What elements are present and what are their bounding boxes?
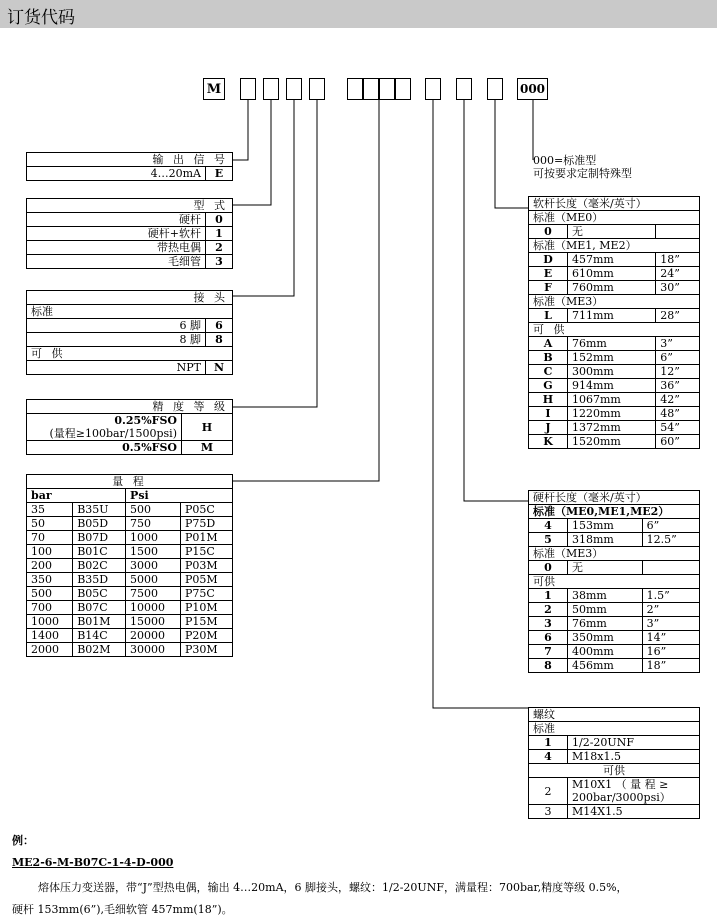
connector-row-code: 8 <box>206 333 233 347</box>
table-cell: 760mm <box>568 281 656 295</box>
type-row-label: 硬杆 <box>27 213 206 227</box>
table-cell: 711mm <box>568 309 656 323</box>
table-cell: 14” <box>642 631 699 645</box>
thread-row-code: 3 <box>529 805 568 819</box>
thread-avail: 可供 <box>529 764 700 778</box>
table-cell <box>642 561 699 575</box>
table-row <box>529 659 700 673</box>
table-cell: 48” <box>656 407 700 421</box>
table-cell: P01M <box>180 531 232 545</box>
thread-row-code: 4 <box>529 750 568 764</box>
table-cell: 8 <box>529 659 568 673</box>
table-cell: 456mm <box>568 659 643 673</box>
table-cell: 1067mm <box>568 393 656 407</box>
legend-000: 000=标准型 可按要求定制特殊型 <box>533 154 632 180</box>
table-row <box>27 615 233 629</box>
table-cell: B35U <box>73 503 126 517</box>
table-cell: P10M <box>180 601 232 615</box>
thread-std: 标准 <box>529 722 700 736</box>
example-label: 例： <box>12 834 34 847</box>
soft-rod-table <box>528 196 700 449</box>
table-row <box>529 533 700 547</box>
table-cell: 18” <box>656 253 700 267</box>
table-cell: P15C <box>180 545 232 559</box>
output-signal-header: 输 出 信 号 <box>27 153 233 167</box>
table-row <box>529 281 700 295</box>
table-cell: 3” <box>642 617 699 631</box>
table-cell: 750 <box>126 517 181 531</box>
table-row <box>529 603 700 617</box>
thread-row-value: 1/2-20UNF <box>568 736 700 750</box>
connector-row-code: N <box>206 361 233 375</box>
table-cell: 3000 <box>126 559 181 573</box>
table-cell: I <box>529 407 568 421</box>
table-cell: P75D <box>180 517 232 531</box>
table-cell: 153mm <box>568 519 643 533</box>
table-cell: 16” <box>642 645 699 659</box>
table-cell: 1220mm <box>568 407 656 421</box>
rigid-rod-header: 硬杆长度（毫米/英寸） <box>529 491 700 505</box>
table-row <box>529 337 700 351</box>
table-cell: 4 <box>529 519 568 533</box>
table-cell: B05D <box>73 517 126 531</box>
table-cell: 300mm <box>568 365 656 379</box>
table-cell: B01C <box>73 545 126 559</box>
table-cell: P05C <box>180 503 232 517</box>
table-cell: B05C <box>73 587 126 601</box>
soft-rod-header: 软杆长度（毫米/英寸） <box>529 197 700 211</box>
table-cell: L <box>529 309 568 323</box>
connector-row-label: NPT <box>27 361 206 375</box>
table-cell: 1.5” <box>642 589 699 603</box>
example-line1: 熔体压力变送器，带“J”型热电偶，输出 4…20mA，6 脚接头，螺纹：1/2-20UNF，满量程：700bar,精度等级 0.5%， <box>38 881 628 894</box>
table-row <box>529 393 700 407</box>
table-cell: 610mm <box>568 267 656 281</box>
type-row-code: 0 <box>206 213 233 227</box>
table-cell: 15000 <box>126 615 181 629</box>
table-cell: B07D <box>73 531 126 545</box>
table-cell: 60” <box>656 435 700 449</box>
rigid-rod-std2: 标准（ME3） <box>529 547 700 561</box>
table-cell: 1372mm <box>568 421 656 435</box>
range-col-bar: bar <box>27 489 126 503</box>
table-row <box>529 407 700 421</box>
table-cell: P03M <box>180 559 232 573</box>
table-row <box>529 519 700 533</box>
table-row <box>529 267 700 281</box>
table-row <box>529 631 700 645</box>
rigid-rod-table <box>528 490 700 673</box>
output-signal-code: E <box>206 167 233 181</box>
table-cell: 30000 <box>126 643 181 657</box>
type-row-label: 硬杆+软杆 <box>27 227 206 241</box>
table-row <box>529 645 700 659</box>
connector-standard-label: 标准 <box>27 305 233 319</box>
table-cell: 3” <box>656 337 700 351</box>
table-cell: 350mm <box>568 631 643 645</box>
soft-rod-std3: 标准（ME3） <box>529 295 700 309</box>
table-cell: B14C <box>73 629 126 643</box>
table-cell: 7 <box>529 645 568 659</box>
accuracy-row-code: H <box>182 414 233 441</box>
table-cell: 5 <box>529 533 568 547</box>
table-cell: A <box>529 337 568 351</box>
table-cell: 1400 <box>27 629 73 643</box>
table-cell: 6 <box>529 631 568 645</box>
range-table <box>26 474 233 657</box>
range-col-psi: Psi <box>126 489 233 503</box>
table-cell: 1000 <box>126 531 181 545</box>
table-cell: B01M <box>73 615 126 629</box>
table-row <box>529 351 700 365</box>
connector-available-label: 可 供 <box>27 347 233 361</box>
table-row <box>27 573 233 587</box>
table-cell: 100 <box>27 545 73 559</box>
table-cell: P20M <box>180 629 232 643</box>
table-cell: 50mm <box>568 603 643 617</box>
table-cell: 42” <box>656 393 700 407</box>
table-cell: H <box>529 393 568 407</box>
table-row <box>529 561 700 575</box>
type-header: 型 式 <box>27 199 233 213</box>
table-cell: 1520mm <box>568 435 656 449</box>
table-cell: 152mm <box>568 351 656 365</box>
table-cell: 1000 <box>27 615 73 629</box>
table-cell: P15M <box>180 615 232 629</box>
accuracy-row-label: 0.25%FSO (量程≥100bar/1500psi) <box>27 414 182 441</box>
table-cell: 2” <box>642 603 699 617</box>
table-cell: 10000 <box>126 601 181 615</box>
thread-header: 螺纹 <box>529 708 700 722</box>
connector-row-code: 6 <box>206 319 233 333</box>
type-row-code: 2 <box>206 241 233 255</box>
table-cell: 6” <box>656 351 700 365</box>
table-cell: 0 <box>529 561 568 575</box>
table-row <box>529 225 700 239</box>
table-cell: G <box>529 379 568 393</box>
table-row <box>529 309 700 323</box>
table-cell: 2000 <box>27 643 73 657</box>
table-row <box>529 435 700 449</box>
table-cell: 28” <box>656 309 700 323</box>
table-row <box>27 503 233 517</box>
thread-row-value: M18x1.5 <box>568 750 700 764</box>
table-cell: 350 <box>27 573 73 587</box>
table-cell: 1500 <box>126 545 181 559</box>
table-cell: E <box>529 267 568 281</box>
soft-rod-std1: 标准（ME0） <box>529 211 700 225</box>
table-cell: 无 <box>568 561 643 575</box>
table-cell: 1 <box>529 589 568 603</box>
page-title: 订货代码 <box>7 8 75 28</box>
table-cell: 7500 <box>126 587 181 601</box>
table-cell: P75C <box>180 587 232 601</box>
connector-table <box>26 290 233 375</box>
table-cell: 2 <box>529 603 568 617</box>
soft-rod-std2: 标准（ME1, ME2） <box>529 239 700 253</box>
type-row-code: 1 <box>206 227 233 241</box>
accuracy-row-label: 0.5%FSO <box>27 441 182 455</box>
accuracy-header: 精 度 等 级 <box>27 400 233 414</box>
table-cell: 76mm <box>568 337 656 351</box>
table-cell: 50 <box>27 517 73 531</box>
thread-row-code: 2 <box>529 778 568 805</box>
table-cell: D <box>529 253 568 267</box>
table-cell: 20000 <box>126 629 181 643</box>
table-cell: 30” <box>656 281 700 295</box>
table-cell: 54” <box>656 421 700 435</box>
table-cell: P05M <box>180 573 232 587</box>
table-cell: K <box>529 435 568 449</box>
table-cell: 400mm <box>568 645 643 659</box>
table-row <box>529 253 700 267</box>
table-row <box>529 589 700 603</box>
type-row-label: 毛细管 <box>27 255 206 269</box>
thread-table <box>528 707 700 819</box>
table-cell: 18” <box>642 659 699 673</box>
table-cell: 76mm <box>568 617 643 631</box>
connector-row-label: 6 脚 <box>27 319 206 333</box>
table-cell: 24” <box>656 267 700 281</box>
table-cell: J <box>529 421 568 435</box>
thread-row-value: M10X1 （ 量 程 ≥ 200bar/3000psi） <box>568 778 700 805</box>
table-cell: B02C <box>73 559 126 573</box>
table-row <box>27 531 233 545</box>
table-row <box>529 617 700 631</box>
table-cell: B35D <box>73 573 126 587</box>
table-cell: 500 <box>27 587 73 601</box>
output-signal-table <box>26 152 233 181</box>
example-line2: 硬杆 153mm(6”),毛细软管 457mm(18”)。 <box>12 903 233 916</box>
table-row <box>529 379 700 393</box>
example-code: ME2-6-M-B07C-1-4-D-000 <box>12 856 174 869</box>
table-cell: 3 <box>529 617 568 631</box>
table-cell: 318mm <box>568 533 643 547</box>
accuracy-table <box>26 399 233 455</box>
table-cell: 36” <box>656 379 700 393</box>
table-row <box>27 601 233 615</box>
table-cell <box>656 225 700 239</box>
table-cell: 70 <box>27 531 73 545</box>
soft-rod-avail: 可 供 <box>529 323 700 337</box>
thread-row-code: 1 <box>529 736 568 750</box>
accuracy-row-code: M <box>182 441 233 455</box>
table-row <box>27 643 233 657</box>
connector-row-label: 8 脚 <box>27 333 206 347</box>
type-row-code: 3 <box>206 255 233 269</box>
table-cell: 700 <box>27 601 73 615</box>
type-table <box>26 198 233 269</box>
table-cell: B02M <box>73 643 126 657</box>
table-cell: C <box>529 365 568 379</box>
table-cell: 12” <box>656 365 700 379</box>
table-cell: 5000 <box>126 573 181 587</box>
table-cell: 457mm <box>568 253 656 267</box>
table-row <box>529 365 700 379</box>
output-signal-label: 4…20mA <box>27 167 206 181</box>
table-cell: 12.5” <box>642 533 699 547</box>
thread-row-value: M14X1.5 <box>568 805 700 819</box>
table-cell: B <box>529 351 568 365</box>
range-header: 量 程 <box>27 475 233 489</box>
table-row <box>27 629 233 643</box>
table-row <box>27 559 233 573</box>
table-row <box>27 587 233 601</box>
type-row-label: 带热电偶 <box>27 241 206 255</box>
table-cell: 6” <box>642 519 699 533</box>
table-cell: 38mm <box>568 589 643 603</box>
table-row <box>27 545 233 559</box>
table-cell: 35 <box>27 503 73 517</box>
code-box-m: M <box>203 78 225 100</box>
code-box-000: 000 <box>517 78 548 100</box>
table-cell: F <box>529 281 568 295</box>
rigid-rod-std1: 标准（ME0,ME1,ME2） <box>529 505 700 519</box>
connector-header: 接 头 <box>27 291 233 305</box>
table-cell: 0 <box>529 225 568 239</box>
table-cell: P30M <box>180 643 232 657</box>
table-row <box>27 517 233 531</box>
table-cell: 500 <box>126 503 181 517</box>
table-cell: 200 <box>27 559 73 573</box>
rigid-rod-avail: 可供 <box>529 575 700 589</box>
table-cell: 无 <box>568 225 656 239</box>
table-row <box>529 421 700 435</box>
table-cell: 914mm <box>568 379 656 393</box>
table-cell: B07C <box>73 601 126 615</box>
